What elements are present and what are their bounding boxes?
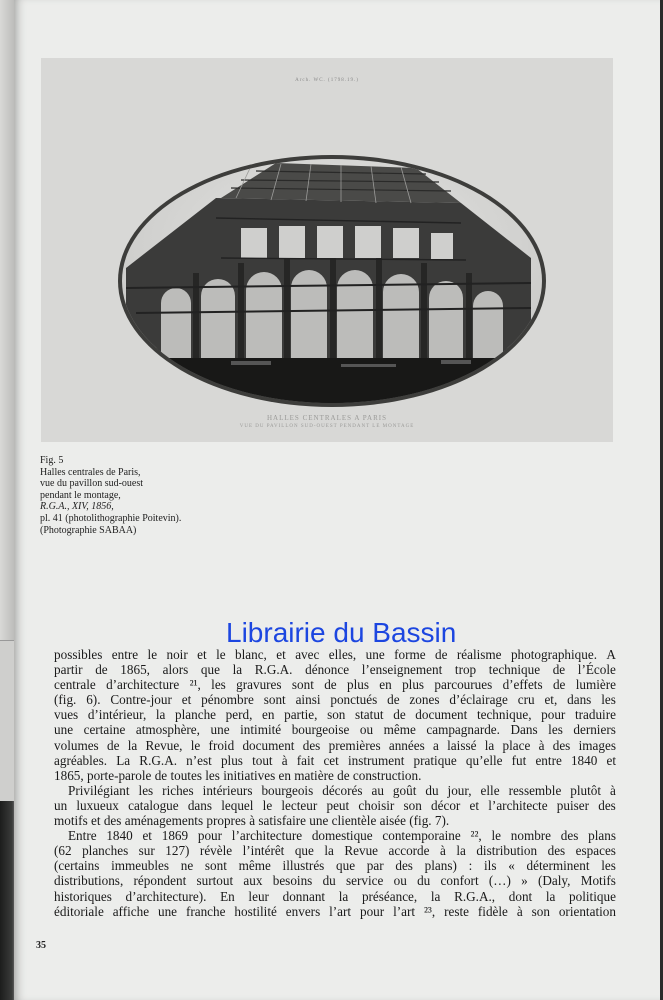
body-line: distributions, répondent surtout aux besoins du service ou du confort (…) » (Daly, Motifs [54, 873, 616, 889]
body-line: motifs et des aménagements propres à satisfaire une clientèle aisée (fig. 7). [54, 813, 450, 829]
body-line: éditoriale affiche une franche hostilité envers l’art pour l’art ²³, reste fidèle à son orientation [54, 903, 616, 919]
bookseller-watermark: Librairie du Bassin [226, 617, 457, 648]
caption-line: Fig. 5 [40, 455, 64, 466]
plate-archive-mark: Arch. WC. (1798.19.) [295, 78, 359, 83]
body-line: agréables. La R.G.A. n’est plus tout à fait cet instrument pratique qu’elle fut entre 1840 et [54, 752, 616, 768]
caption-line: pendant le montage, [40, 489, 121, 501]
plate-title: HALLES CENTRALES A PARIS [266, 414, 387, 422]
body-text [54, 647, 616, 919]
body-line: centrale d’architecture ²¹, les gravures sont de plus en plus parcourues d’effets de lumière [54, 677, 616, 693]
halles-centrales-photograph [41, 58, 613, 442]
body-line: volumes de la Revue, le froid document des premières années a laissé la place à des images [54, 737, 616, 753]
figure-caption [40, 455, 240, 536]
caption-line: Halles centrales de Paris, [40, 466, 141, 478]
body-line: possibles entre le noir et le blanc, et avec elles, une forme de réalisme photographique. A [54, 647, 616, 662]
caption-line: (Photographie SABAA) [40, 524, 137, 536]
caption-line: vue du pavillon sud-ouest [40, 478, 144, 490]
facing-page-margin [0, 0, 14, 640]
body-line: partir de 1865, alors que la R.G.A. dénonce l’enseignement trop technique de l’École [54, 662, 616, 678]
body-line: (certains immeubles ne sont même illustrés que par des plans) : ils « déterminent les [54, 858, 616, 874]
body-line: historiques d’architecture). En leur donnant la préséance, la R.G.A., dont la politique [54, 888, 616, 904]
figure-plate [41, 58, 613, 442]
page-number: 35 [36, 940, 46, 951]
plate-subtitle: VUE DU PAVILLON SUD-OUEST PENDANT LE MONTAGE [239, 424, 415, 429]
body-line: 1865, porte-parole de toutes les initiatives en matière de construction. [54, 767, 422, 783]
caption-line: pl. 41 (photolithographie Poitevin). [40, 512, 182, 524]
body-line: une certaine atmosphère, une intimité bourgeoise ou même campagnarde. Dans les derniers [54, 722, 616, 738]
book-page [14, 0, 660, 1000]
body-line: Entre 1840 et 1869 pour l’architecture domestique contemporaine ²², le nombre des plans [68, 828, 616, 844]
body-line: un luxueux catalogue dans lequel le lecteur peut choisir son décor et l’architecte puiser des [54, 797, 616, 813]
body-line: vues d’intérieur, la planche perd, en partie, son statut de document technique, pour traduire [54, 707, 616, 723]
caption-line: R.G.A., XIV, 1856, [40, 501, 114, 513]
body-line: (62 planches sur 127) révèle l’intérêt que la Revue accorde à la distribution des espaces [54, 843, 616, 859]
body-line: Privilégiant les riches intérieurs bourgeois décorés au goût du jour, elle ressemble plutôt à [68, 782, 616, 798]
body-line: (fig. 6). Contre-jour et pénombre sont ainsi ponctués de zones d’éclairage cru et, dans les [54, 692, 616, 708]
